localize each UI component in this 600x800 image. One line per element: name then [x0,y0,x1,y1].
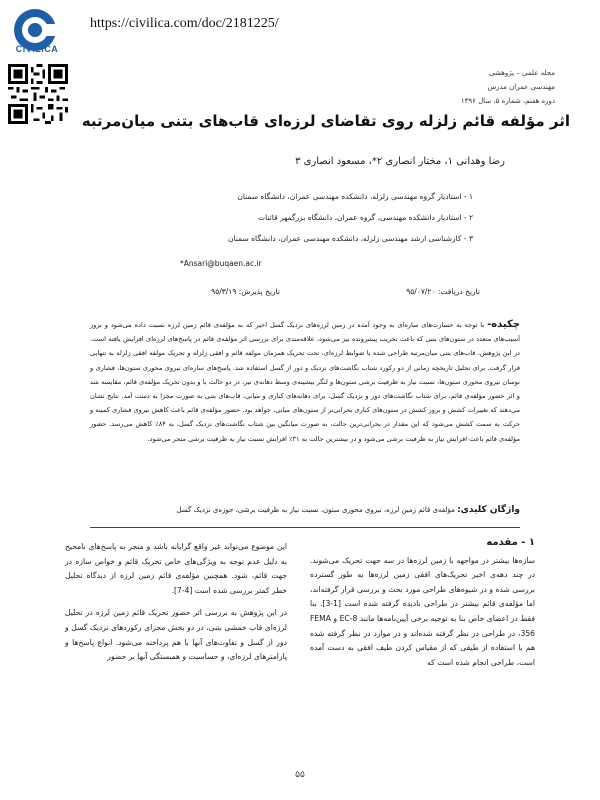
intro-right-column [310,536,535,670]
affiliation-item: ۳ - کارشناسی ارشد مهندسی زلزله، دانشکده مهندسی عمران، دانشگاه سمنان [228,234,473,243]
intro-paragraph: در این پژوهش به بررسی اثر حضور تحریک قائم زمین لرزه در تحلیل لرزه‌ای قاب خمشی بتنی، در دو بخش مجزای رکوردهای نزدیک گسل و دور از گسل و تفاوت‌های آنها با هم پرداخته می‌شود. انواع پاسخ‌ها و پارامترهای لرزه‌ای، و حساسیت و همبستگی آنها بر حضور [65,608,287,662]
keywords [90,503,520,517]
intro-paragraph: این موضوع می‌تواند غیر واقع گرایانه باشد و منجر به پاسخ‌های نامحیح به دلیل عدم توجه به ویژگی‌های خاص تحریک قائم و خواص سازه در جهت قائم، شود. همچنین مؤلفه‌ی قائم زمین لرزه از دیدگاه تحلیل خطر کمتر بررسی شده است [4-7]. [65,542,287,595]
journal-line: مهندسی عمران مدرس [487,83,555,91]
received-date: تاریخ دریافت: ۹۵/۰۷/۲۰ [406,287,480,296]
author-list: رضا وهدانی ۱، مختار انصاری ۲*، مسعود انصاری ۳ [295,156,505,167]
qr-code-icon [8,64,68,124]
section-divider [90,527,520,528]
abstract-text: با توجه به خسارت‌های سازه‌ای به وجود آمده در زمین لرزه‌های نزدیک گسل اخیر که به مؤلفه‌ی قائم زمین لرزه نسبت داده می‌شود و بروز آسیب‌های متعدد در ستون‌های بتنی که باعث تخریب پیشرونده نیز می‌شود، علاقه‌مندی برای بررسی اثر مؤلفه‌ی قائم در پاسخ‌های لرزه‌ای افزایش یافته است. در این پژوهش، قاب‌های بتنی میان‌مرتبه طراحی شده با ضوابط لرزه‌ای، تحت تحریک همزمان مولفه قائم و افقی زلزله و تحریک مولفه افقی زلزله به تنهایی قرار گرفت. برای تحلیل تاریخچه زمانی از دو رکورد شتاب نگاشت‌های نزدیک و دور از گسل استفاده شد. پاسخ‌های سازه‌ای نیروی محوری ستون‌ها، فشاری و نوسان نیروی محوری ستون‌ها، نسبت نیاز به ظرفیت برشی ستون‌ها و لنگر بیشینه‌ی وسط دهانه‌ی تیر، در دو حالت با و بدون تحریک مؤلفه‌ی قائم، مقایسه شد و اثر حضور مؤلفه‌ی قائم، برای شتاب نگاشت‌های دور و نزدیک گسل، برای دهانه‌های کناری و میانی، قاب‌های بتنی به صورت مجزا به دست آمد. نتایج نشان می‌دهند که تغییرات کشش و بروز کشش در ستون‌های کناری بحرانی‌تر از ستون‌های میانی، خواهد بود. حضور مؤلفه‌ی قائم باعث کاهش نیروی فشاری کمینه و حرکت به سمت کشش می‌شود که این مقدار در بحرانی‌ترین حالت، به صورت میانگین بین شتاب نگاشت‌های نزدیک گسل، به ۸۴٪ کاهش می‌رسد. حضور مؤلفه‌ی قائم باعث افزایش نیاز به ظرفیت برشی می‌شود و در بیشترین حالت به ۳۱٪ افزایش نسبت نیاز به ظرفیت برشی منجر می‌شود. [90,321,520,443]
journal-line: دوره هفتم، شماره ۵، سال ۱۳۹۶ [460,97,555,105]
section-heading: ۱ - مقدمه [486,537,535,548]
abstract-label: چکیده- [487,319,520,330]
keywords-text: مؤلفه‌ی قائم زمین لرزه، نیروی محوری ستون، نسبت نیاز به ظرفیت برشی، حوزه‌ی نزدیک گسل [176,506,455,514]
document-url[interactable]: https://civilica.com/doc/2181225/ [90,16,279,31]
paper-title: اثر مؤلفه قائم زلزله روی تقاضای لرزه‌ای قاب‌های بتنی میان‌مرتبه [81,112,570,130]
civilica-wordmark: CIVILICA [15,44,59,54]
page-number: ۵۵ [295,770,305,780]
affiliation-item: ۲ - استادیار دانشکده مهندسی، گروه عمران، دانشگاه بزرگمهر قائنات [258,213,473,222]
journal-line: مجله علمی – پژوهشی [489,69,555,77]
intro-left-column [65,540,287,665]
keywords-label: واژگان کلیدی: [457,505,520,515]
affiliation-item: ۱ - استادیار گروه مهندسی زلزله، دانشکده مهندسی عمران، دانشگاه سمنان [237,192,473,201]
journal-info [340,66,555,108]
affiliations [90,186,473,249]
intro-paragraph: سازه‌ها بیشتر در مواجهه با زمین لرزه‌ها در سه جهت تحریک می‌شوند. در چند دهه‌ی اخیر تحریک‌های افقی زمین لرزه‌ها به طور گسترده بررسی شده و در شیوه‌های طراحی مورد بحث و بررسی قرار گرفته‌اند، اما مؤلفه‌ی قائم بیشتر در طراحی نادیده گرفته شده است [1-3]. بنا فقط در اعضای خاص بنا به توجیه برخی آیین‌نامه‌ها مانند EC-8 و FEMA 356، در طراحی در نظر گرفته شده‌اند و در موارد در نظر گرفته شده هم با استفاده از طیفی که از مقیاس کردن طیف افقی به دست آمده است، طراحی انجام شده است که [310,555,535,667]
civilica-logo [6,6,64,64]
accepted-date: تاریخ پذیرش: ۹۵/۳/۱۹ [211,287,280,296]
corresponding-email[interactable]: *Ansari@buqaen.ac.ir [180,259,262,268]
abstract [90,318,520,446]
